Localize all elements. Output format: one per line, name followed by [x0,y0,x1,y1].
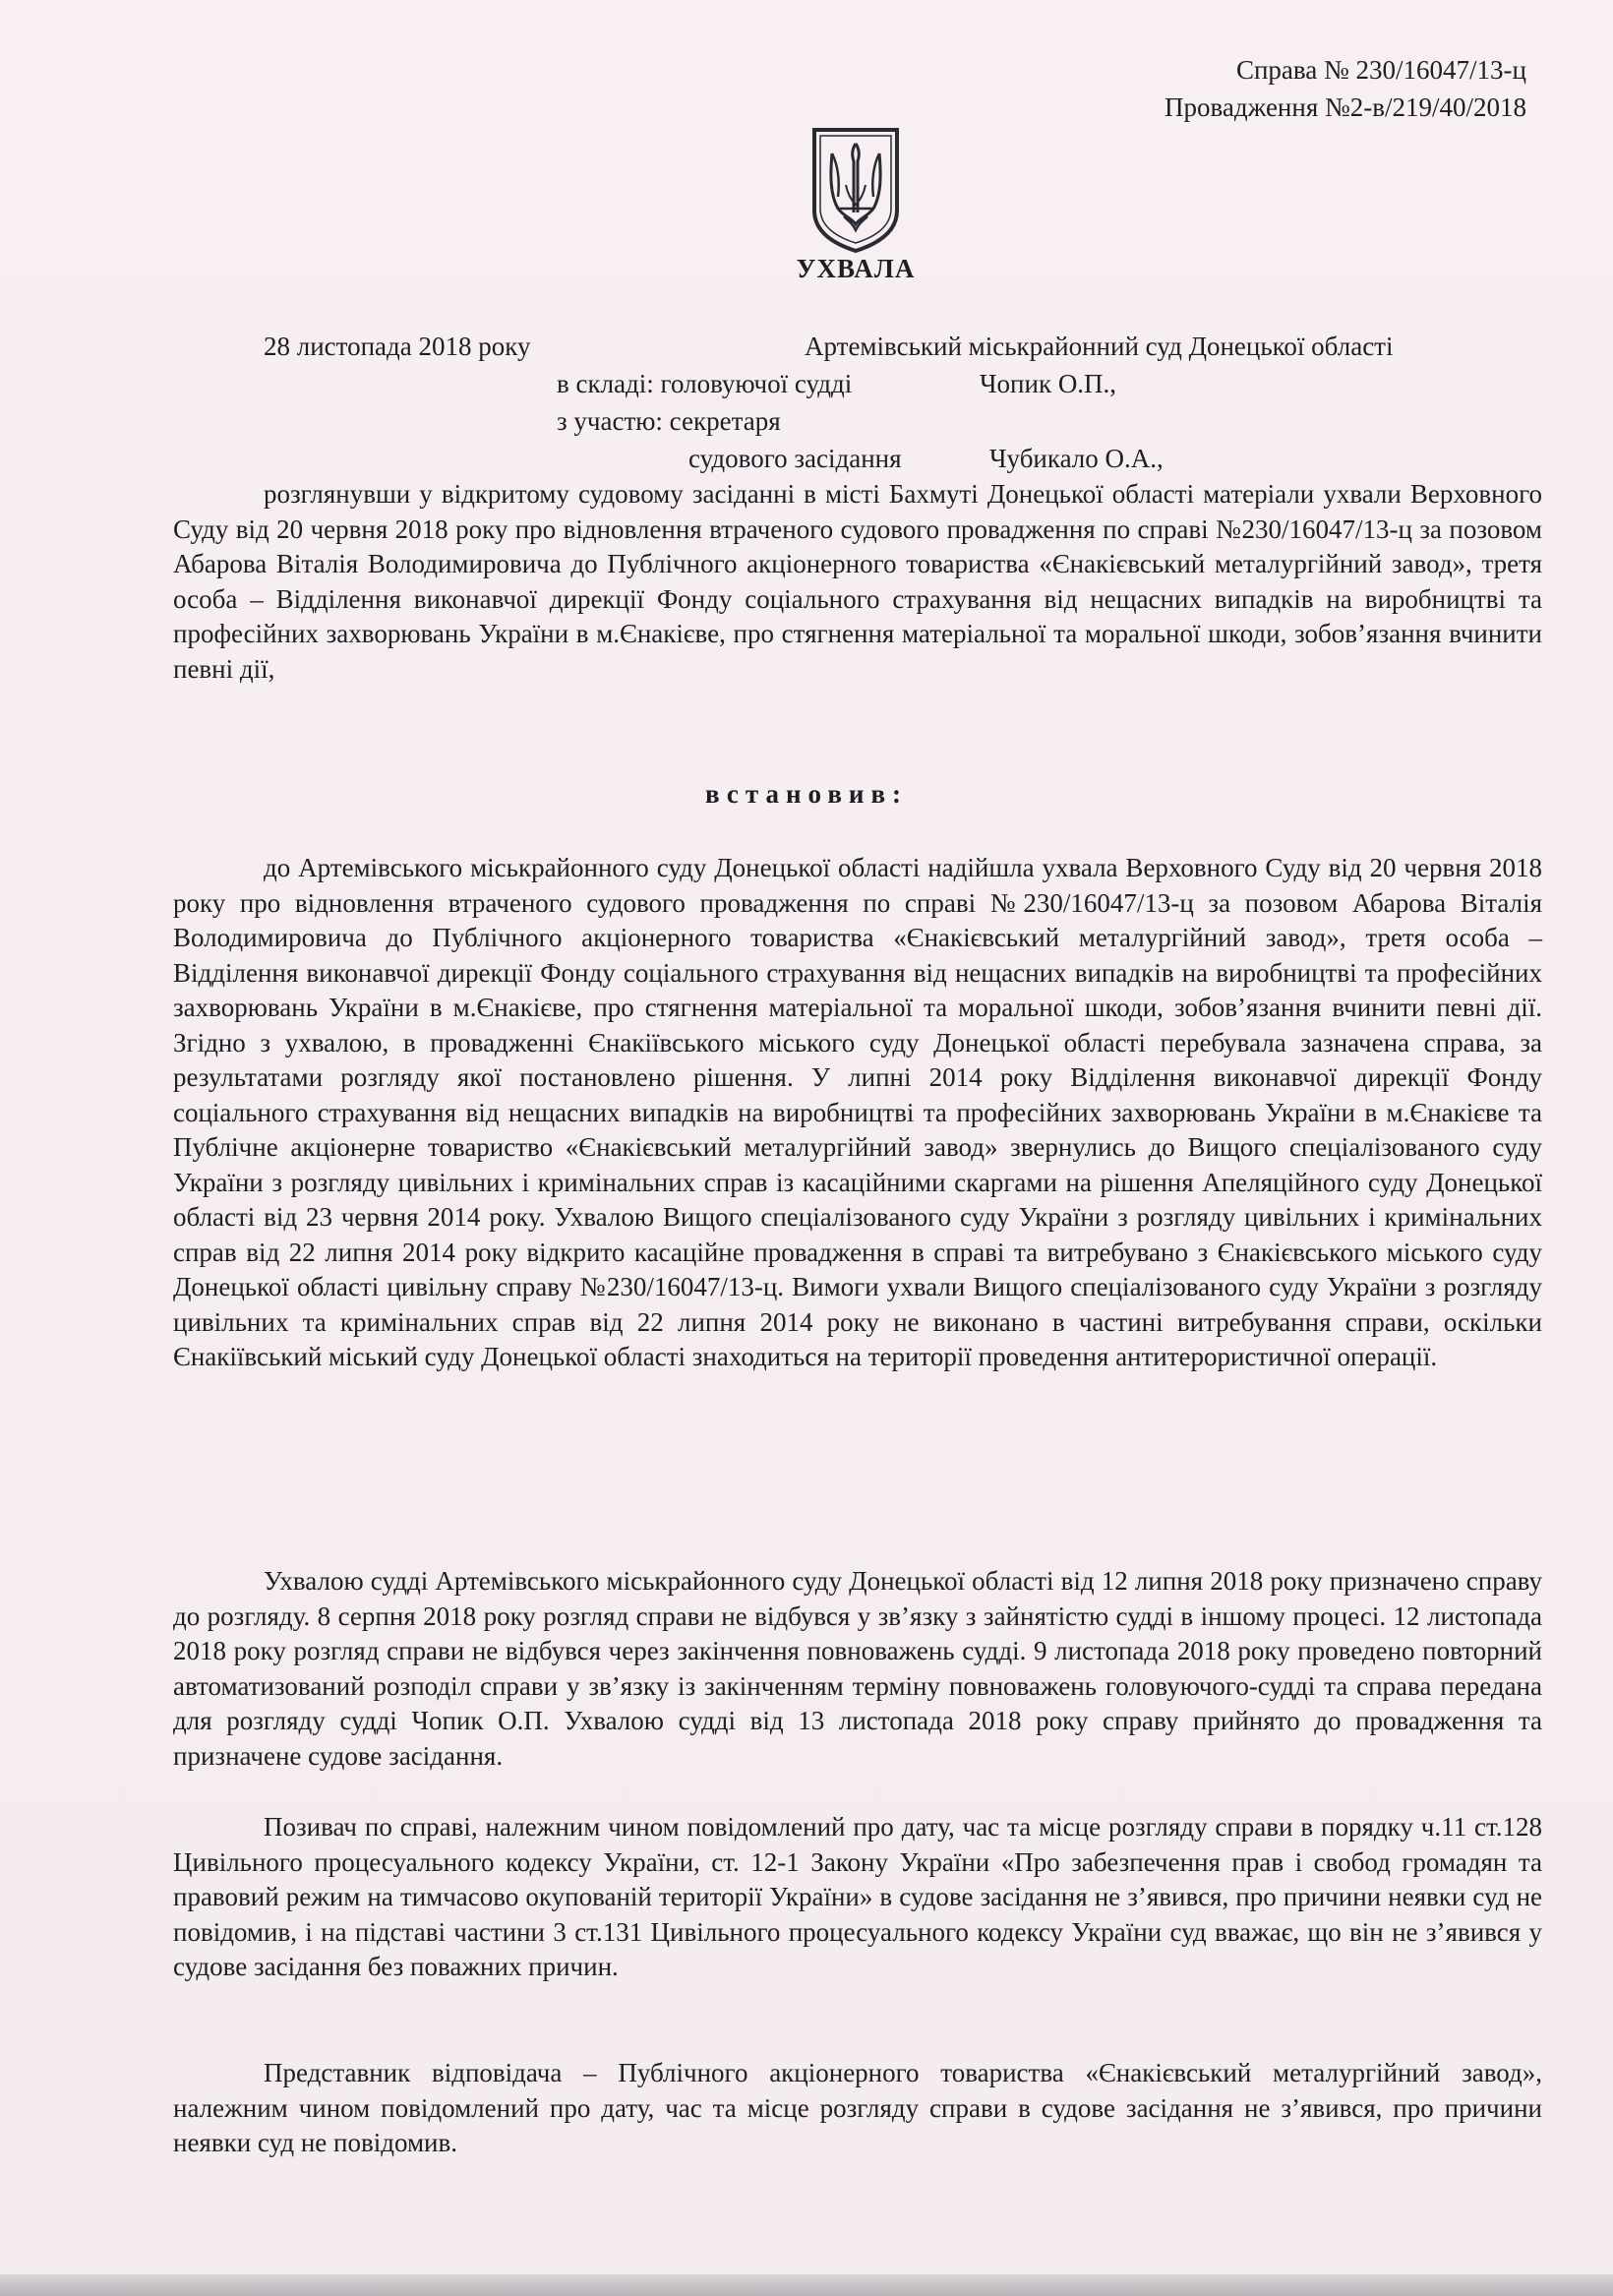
scan-edge [0,2274,1613,2296]
court-name: Артемівський міськрайонний суд Донецької області [805,332,1394,361]
body-paragraph-1 [173,851,1542,1375]
established-heading: встановив: [704,779,909,809]
composition-label: в складі: головуючої судді [557,369,853,398]
presiding-judge: Чопик О.П., [980,369,1117,398]
intro-text: розглянувши у відкритому судовому засіданні в місті Бахмуті Донецької області матеріали ухвали Верховного Суду від 20 червня 2018 року про відновлення втраченого судового провадження по справі №230/16047/13-ц за позовом Абарова Віталія Володимировича до Публічного акціонерного товариства «Єнакієвський металургійний завод», третя особа – Відділення виконавчої дирекції Фонду соціального страхування від нещасних випадків на виробництві та професійних захворювань України в м.Єнакієве, про стягнення матеріальної та моральної шкоди, зобов’язання вчинити певні дії, [173,479,1542,684]
body-paragraph-4 [173,2056,1542,2161]
document-title: УХВАЛА [796,254,916,283]
body-paragraph-3 [173,1810,1542,1985]
tryzub-coat-of-arms-icon [808,126,903,254]
secretary-label: судового засідання [688,444,902,473]
paragraph-text: Позивач по справі, належним чином повідомлений про дату, час та місце розгляду справи в порядку ч.11 ст.128 Цивільного процесуального кодексу України, ст. 12-1 Закону України «Про забезпечення прав і свобод громадян та правовий режим на тимчасово окупованій території України» в судове засідання не з’явився, про причини неявки суд не повідомив, і на підставі частини 3 ст.131 Цивільного процесуального кодексу України суд вважає, що він не з’явився у судове засідання без поважних причин. [173,1812,1542,1981]
case-number: Справа № 230/16047/13-ц [1235,55,1526,85]
body-paragraph-2 [173,1564,1542,1774]
court-secretary: Чубикало О.А., [989,444,1164,473]
intro-paragraph [173,477,1542,687]
case-reference [1165,51,1526,126]
participation-label: з участю: секретаря [557,406,781,436]
paragraph-text: до Артемівського міськрайонного суду Донецької області надійшла ухвала Верховного Суду від 20 червня 2018 року про відновлення втраченого судового провадження по справі №230/16047/13-ц за позовом Абарова Віталія Володимировича до Публічного акціонерного товариства «Єнакієвський металургійний завод», третя особа – Відділення виконавчої дирекції Фонду соціального страхування від нещасних випадків на виробництві та професійних захворювань України в м.Єнакієве, про стягнення матеріальної та моральної шкоди, зобов’язання вчинити певні дії. Згідно з ухвалою, в провадженні Єнакіївського міського суду Донецької області перебувала зазначена справа, за результатами розгляду якої постановлено рішення. У липні 2014 року Відділення виконавчої дирекції Фонду соціального страхування від нещасних випадків на виробництві та професійних захворювань України в м.Єнакієве та Публічне акціонерне товариство «Єнакієвський металургійний завод» звернулись до Вищого спеціалізованого суду України з розгляду цивільних і кримінальних справ із касаційними скаргами на рішення Апеляційного суду Донецької області від 23 червня 2014 року. Ухвалою Вищого спеціалізованого суду України з розгляду цивільних і кримінальних справ від 22 липня 2014 року відкрито касаційне провадження в справі та витребувано з Єнакієвського міського суду Донецької області цивільну справу №230/16047/13-ц. Вимоги ухвали Вищого спеціалізованого суду України з розгляду цивільних та кримінальних справ від 22 липня 2014 року не виконано в частині витребування справи, оскільки Єнакіївський міський суду Донецької області знаходиться на території проведення антитерористичної операції. [173,853,1542,1371]
paragraph-text: Ухвалою судді Артемівського міськрайонного суду Донецької області від 12 липня 2018 року призначено справу до розгляду. 8 серпня 2018 року розгляд справи не відбувся у зв’язку з зайнятістю судді в іншому процесі. 12 листопада 2018 року розгляд справи не відбувся через закінчення повноважень судді. 9 листопада 2018 року проведено повторний автоматизований розподіл справи у зв’язку із закінченням терміну повноважень головуючого-судді та справа передана для розгляду судді Чопик О.П. Ухвалою судді від 13 листопада 2018 року справу прийнято до провадження та призначене судове засідання. [173,1566,1542,1771]
paragraph-text: Представник відповідача – Публічного акціонерного товариства «Єнакієвський металургійний завод», належним чином повідомлений про дату, час та місце розгляду справи в судове засідання не з’явився, про причини неявки суд не повідомив. [173,2058,1542,2157]
proceeding-number: Провадження №2-в/219/40/2018 [1165,92,1526,122]
decision-date: 28 листопада 2018 року [264,332,531,361]
